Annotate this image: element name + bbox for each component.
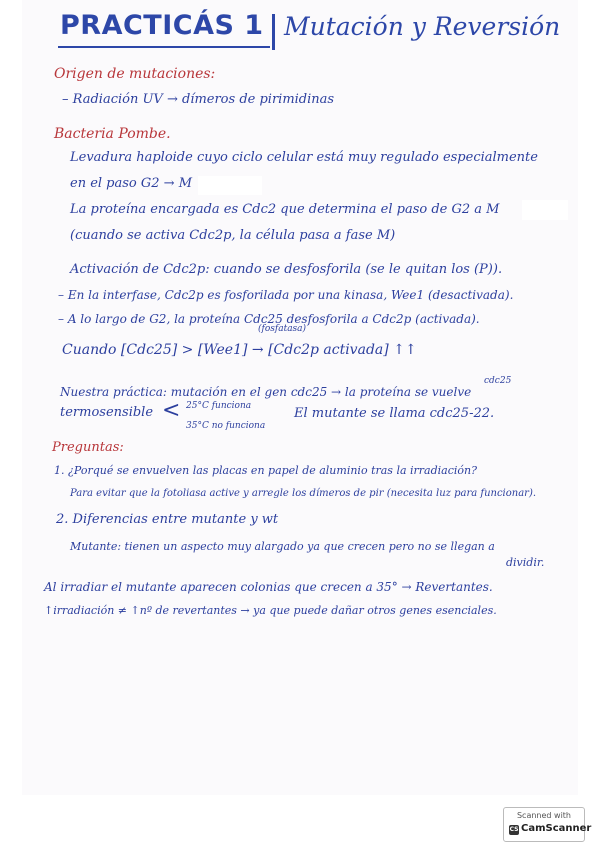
camscanner-watermark: [503, 807, 592, 842]
interfase-line: – En la interfase, Cdc2p es fosforilada por una kinasa, Wee1 (desactivada).: [58, 288, 514, 302]
practica-line: Nuestra práctica: mutación en el gen cdc25 → la proteína se vuelve: [60, 385, 472, 399]
page-title: [60, 10, 264, 41]
handwritten-note-page: [22, 0, 578, 795]
question-2: 2. Diferencias entre mutante y wt: [56, 512, 279, 527]
preguntas-heading: Preguntas:: [52, 440, 124, 455]
answer-2-line-1: Mutante: tienen un aspecto muy alargado ya que crecen pero no se llegan a: [70, 540, 495, 553]
radiacion-line: – Radiación UV → dímeros de pirimidinas: [62, 92, 335, 107]
watermark-brand: CamScanner: [521, 823, 592, 834]
mutante-name-line: El mutante se llama cdc25-22.: [294, 406, 495, 421]
irradiacion-line: ↑irradiación ≠ ↑nº de revertantes → ya que puede dañar otros genes esenciales.: [44, 604, 497, 617]
levadura-line-1: Levadura haploide cuyo ciclo celular está muy regulado especialmente: [70, 150, 538, 165]
cuando-line: Cuando [Cdc25] > [Wee1] → [Cdc2p activada] ↑↑: [62, 342, 417, 358]
irradiar-line: Al irradiar el mutante aparecen colonias que crecen a 35° → Revertantes.: [44, 580, 493, 594]
bacteria-heading: Bacteria Pombe.: [54, 126, 171, 142]
answer-1: Para evitar que la fotoliasa active y arregle los dímeros de pir (necesita luz para funcionar).: [70, 488, 537, 499]
camscanner-logo-icon: CS: [509, 826, 519, 833]
redaction-box: [198, 176, 262, 195]
activacion-line: Activación de Cdc2p: cuando se desfosforila (se le quitan los (P)).: [70, 262, 503, 277]
title-divider: [272, 14, 275, 50]
origen-heading: Origen de mutaciones:: [54, 66, 216, 82]
temp-35-label: 35°C no funciona: [186, 421, 266, 431]
cdc25-annotation: cdc25: [484, 376, 512, 386]
fosfatasa-annotation: (fosfatasa): [258, 324, 307, 334]
answer-2-line-2: dividir.: [506, 556, 545, 569]
redaction-box: [522, 200, 568, 220]
levadura-line-2: en el paso G2 → M: [70, 176, 193, 191]
g2-line: – A lo largo de G2, la proteína Cdc25 desfosforila a Cdc2p (activada).: [58, 312, 480, 326]
termosensible-label: termosensible: [60, 405, 154, 420]
page-subtitle: Mutación y Reversión: [284, 12, 561, 41]
question-1: 1. ¿Porqué se envuelven las placas en papel de aluminio tras la irradiación?: [54, 464, 478, 477]
proteina-line-1: La proteína encargada es Cdc2 que determina el paso de G2 a M: [70, 202, 500, 217]
title-underline: [58, 46, 270, 48]
proteina-line-2: (cuando se activa Cdc2p, la célula pasa a fase M): [70, 228, 396, 243]
temp-25-label: 25°C funciona: [186, 401, 252, 411]
bracket-glyph: <: [162, 398, 181, 423]
title-main: PRACTICÁS 1: [60, 10, 264, 41]
watermark-caption: Scanned with: [516, 811, 572, 820]
